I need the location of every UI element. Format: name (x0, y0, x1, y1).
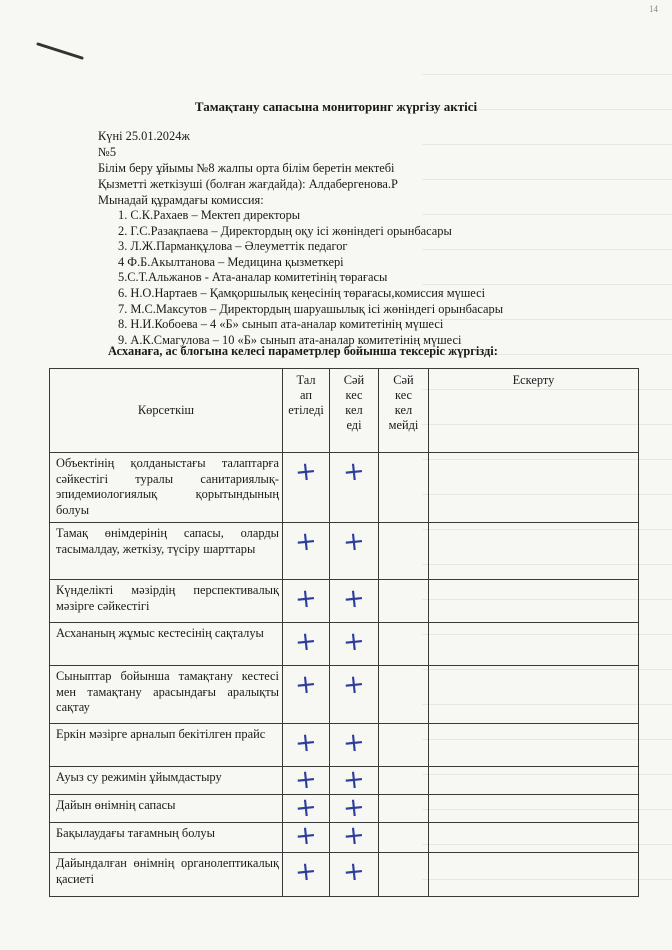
header-required: Тал ап етіледі (283, 369, 330, 453)
indicator-cell: Объектінің қолданыстағы талаптарға сәйкестігі туралы санитариялық-эпидемиологиялық қорытындының болуы (50, 453, 283, 523)
indicator-cell: Күнделікті мәзірдің перспективалық мәзірге сәйкестігі (50, 580, 283, 623)
monitoring-table (49, 368, 639, 897)
remark-cell (429, 623, 639, 666)
indicator-cell: Дайын өнімнің сапасы (50, 795, 283, 823)
document-title: Тамақтану сапасына мониторинг жүргізу актісі (194, 99, 478, 114)
not-complies-cell (379, 623, 429, 666)
remark-cell (429, 724, 639, 767)
header-remark: Ескерту (429, 369, 639, 453)
remark-cell (429, 823, 639, 853)
member-item: 7. М.С.Максутов – Директордың шаруашылық ісі жөніндегі орынбасары (118, 301, 504, 316)
page-number: 14 (649, 4, 658, 14)
required-mark: + (293, 455, 319, 489)
complies-mark: + (341, 582, 367, 616)
member-item: 4 Ф.Б.Акылтанова – Медицина қызметкері (118, 254, 344, 269)
header-indicator: Көрсеткіш (50, 369, 283, 453)
indicator-cell: Дайындалған өнімнің органолептикалық қасиеті (50, 853, 283, 897)
complies-mark: + (341, 763, 367, 797)
indicator-cell: Сыныптар бойынша тамақтану кестесі мен тамақтану арасындағы аралықты сақтау (50, 666, 283, 724)
pen-stroke-mark (36, 38, 84, 62)
required-mark: + (293, 668, 319, 702)
remark-cell (429, 523, 639, 580)
complies-mark: + (341, 455, 367, 489)
not-complies-cell (379, 767, 429, 795)
inspection-intro: Асханаға, ас блогына келесі параметрлер бойынша тексеріс жүргізді: (108, 344, 498, 358)
member-item: 8. Н.И.Кобоева – 4 «Б» сынып ата-аналар комитетінің мүшесі (118, 317, 444, 332)
required-mark: + (293, 625, 319, 659)
school-line: Білім беру ұйымы №8 жалпы орта білім беретін мектебі (98, 161, 395, 175)
complies-mark: + (341, 525, 367, 559)
indicator-cell: Ауыз су режимін ұйымдастыру (50, 767, 283, 795)
commission-members (118, 208, 618, 348)
member-item: 6. Н.О.Нартаев – Қамқоршылық кеңесінің төрағасы,комиссия мүшесі (118, 285, 486, 300)
remark-cell (429, 767, 639, 795)
act-number: №5 (98, 145, 117, 159)
complies-mark: + (341, 625, 367, 659)
indicator-cell: Еркін мәзірге арналып бекітілген прайс (50, 724, 283, 767)
required-mark: + (293, 819, 319, 853)
complies-mark: + (341, 819, 367, 853)
remark-cell (429, 853, 639, 897)
commission-heading: Мынадай құрамдағы комиссия: (98, 193, 264, 207)
remark-cell (429, 795, 639, 823)
required-mark: + (293, 582, 319, 616)
not-complies-cell (379, 523, 429, 580)
not-complies-cell (379, 853, 429, 897)
header-not-complies: Сәй кес кел мейді (379, 369, 429, 453)
not-complies-cell (379, 795, 429, 823)
not-complies-cell (379, 453, 429, 523)
member-item: 2. Г.С.Разақпаева – Директордың оқу ісі жөніндегі орынбасары (118, 223, 452, 238)
member-item: 1. С.К.Рахаев – Мектеп директоры (118, 208, 301, 222)
remark-cell (429, 453, 639, 523)
table-row (50, 666, 639, 724)
table-row (50, 823, 639, 853)
not-complies-cell (379, 666, 429, 724)
table-row (50, 767, 639, 795)
required-mark: + (293, 855, 319, 889)
complies-mark: + (341, 855, 367, 889)
complies-mark: + (341, 791, 367, 825)
table-row (50, 795, 639, 823)
required-mark: + (293, 763, 319, 797)
remark-cell (429, 666, 639, 724)
table-row (50, 724, 639, 767)
required-mark: + (293, 525, 319, 559)
header-block (98, 128, 618, 208)
header-complies: Сәй кес кел еді (330, 369, 379, 453)
required-mark: + (293, 726, 319, 760)
table-row (50, 580, 639, 623)
indicator-cell: Бақылаудағы тағамның болуы (50, 823, 283, 853)
indicator-cell: Тамақ өнімдерінің сапасы, оларды тасымалдау, жеткізу, түсіру шарттары (50, 523, 283, 580)
member-item: 9. А.К.Смагулова – 10 «Б» сынып ата-аналар комитетінің мүшесі (118, 332, 462, 347)
indicator-cell: Асхананың жұмыс кестесінің сақталуы (50, 623, 283, 666)
not-complies-cell (379, 823, 429, 853)
not-complies-cell (379, 580, 429, 623)
table-row (50, 453, 639, 523)
remark-cell (429, 580, 639, 623)
table-row (50, 523, 639, 580)
table-row (50, 853, 639, 897)
complies-mark: + (341, 726, 367, 760)
table-header-row (50, 369, 639, 453)
not-complies-cell (379, 724, 429, 767)
member-item: 3. Л.Ж.Парманқұлова – Әлеуметтік педагог (118, 239, 348, 254)
provider-line: Қызметті жеткізуші (болған жағдайда): Алдабергенова.Р (98, 177, 398, 191)
table-row (50, 623, 639, 666)
required-mark: + (293, 791, 319, 825)
member-item: 5.С.Т.Альжанов - Ата-аналар комитетінің төрағасы (118, 270, 388, 285)
complies-mark: + (341, 668, 367, 702)
date-line: Күні 25.01.2024ж (98, 129, 190, 143)
